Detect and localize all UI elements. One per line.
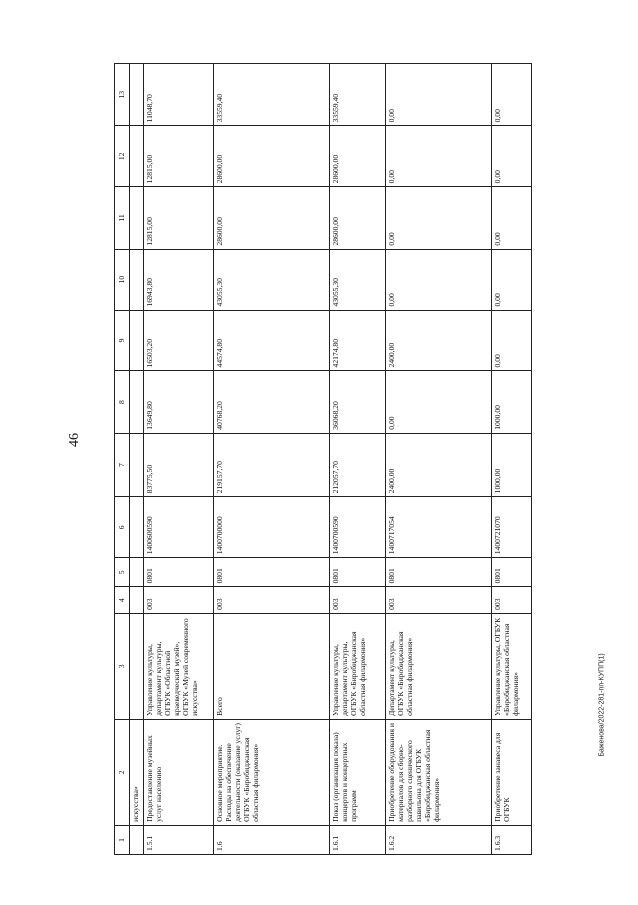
- table-cell: 0801: [144, 558, 214, 587]
- table-row: [330, 64, 386, 855]
- table-cell: Управление культуры, департамент культуры, ОГБУК «Биробиджанская областная филармония»: [330, 613, 386, 719]
- table-cell: 1400600590: [144, 497, 214, 558]
- table-cell: 28600,00: [330, 187, 386, 249]
- table-header-row: [115, 64, 130, 855]
- table-cell: 003: [492, 587, 532, 613]
- table-cell: [130, 433, 144, 497]
- column-header: 10: [115, 249, 130, 310]
- table-row: [130, 64, 144, 855]
- table-cell: 0,00: [492, 64, 532, 126]
- table-cell: [130, 126, 144, 187]
- table-row: [492, 64, 532, 855]
- table-cell: Предоставление музейных услуг населению: [144, 719, 214, 825]
- table-cell: 0801: [330, 558, 386, 587]
- column-header: 5: [115, 558, 130, 587]
- column-header: 12: [115, 126, 130, 187]
- table-cell: [130, 371, 144, 433]
- table-cell: [130, 310, 144, 371]
- table-cell: 0801: [214, 558, 330, 587]
- table-cell: 1000,00: [492, 433, 532, 497]
- table-cell: 42174,80: [330, 310, 386, 371]
- footer-mark-text: Баженова/2022-281-пп-КУПП(1): [598, 653, 606, 757]
- table-cell: [130, 587, 144, 613]
- column-header: 1: [115, 825, 130, 854]
- table-cell: 003: [214, 587, 330, 613]
- column-header: 7: [115, 433, 130, 497]
- table-cell: 33559,40: [214, 64, 330, 126]
- table-cell: 1.5.1: [144, 825, 214, 854]
- table-cell: 1400700000: [214, 497, 330, 558]
- table-cell: 1000,00: [492, 371, 532, 433]
- table-cell: 1.6: [214, 825, 330, 854]
- table-row: [214, 64, 330, 855]
- table-cell: 28600,00: [214, 126, 330, 187]
- column-header: 4: [115, 587, 130, 613]
- table-cell: 40768,20: [214, 371, 330, 433]
- table-cell: 16503,20: [144, 310, 214, 371]
- table-cell: Всего: [214, 613, 330, 719]
- budget-table: [114, 63, 532, 855]
- table-cell: 212057,70: [330, 433, 386, 497]
- table-cell: 0,00: [492, 187, 532, 249]
- table-cell: 1400721070: [492, 497, 532, 558]
- table-cell: [130, 497, 144, 558]
- table-cell: 0,00: [492, 310, 532, 371]
- table-cell: 003: [144, 587, 214, 613]
- table-cell: [130, 249, 144, 310]
- table-cell: 003: [330, 587, 386, 613]
- table-row: [386, 64, 492, 855]
- column-header: 3: [115, 613, 130, 719]
- table-cell: 12815,00: [144, 187, 214, 249]
- table-cell: 1.6.2: [386, 825, 492, 854]
- table-cell: [130, 64, 144, 126]
- table-cell: Управление культуры, департамент культуры, ОГБУК «Областной краеведческий музей», ОГБУК «Музей современного искусства»: [144, 613, 214, 719]
- table-cell: Приобретение занавеса для ОГБУК: [492, 719, 532, 825]
- table-cell: 12815,00: [144, 126, 214, 187]
- table-cell: 0,00: [386, 371, 492, 433]
- table-cell: 2400,00: [386, 433, 492, 497]
- column-header: 8: [115, 371, 130, 433]
- table-row: [144, 64, 214, 855]
- column-header: 2: [115, 719, 130, 825]
- table-cell: 43055,30: [330, 249, 386, 310]
- table-cell: 0801: [386, 558, 492, 587]
- table-cell: 28600,00: [214, 187, 330, 249]
- table-cell: 28600,00: [330, 126, 386, 187]
- table-cell: [130, 187, 144, 249]
- table-cell: 0,00: [492, 126, 532, 187]
- table-cell: [130, 558, 144, 587]
- table-cell: 0801: [492, 558, 532, 587]
- table-cell: 0,00: [386, 249, 492, 310]
- table-cell: 83775,50: [144, 433, 214, 497]
- table-container: [114, 63, 520, 855]
- table-cell: 11048,70: [144, 64, 214, 126]
- table-cell: 0,00: [386, 187, 492, 249]
- page-number-text: 46: [67, 433, 82, 447]
- table-cell: Приобретение оборудования и материалов для сборно-разборного сценического павильона для ОГБУК «Биробиджанская областная филармония»: [386, 719, 492, 825]
- table-cell: Основное мероприятие. Расходы на обеспечение деятельности (оказание услуг) ОГБУК «Биробиджанская областная филармония»: [214, 719, 330, 825]
- table-cell: Департамент культуры, ОГБУК «Биробиджанская областная филармония»: [386, 613, 492, 719]
- table-cell: 003: [386, 587, 492, 613]
- table-cell: 36068,20: [330, 371, 386, 433]
- column-header: 13: [115, 64, 130, 126]
- table-cell: Управление культуры, ОГБУК «Биробиджанская областная филармония»: [492, 613, 532, 719]
- table-cell: 0,00: [386, 126, 492, 187]
- table-cell: Показ (организация показа) концертов и концертных программ: [330, 719, 386, 825]
- table-cell: [130, 825, 144, 854]
- page-number: [60, 420, 90, 460]
- table-cell: 43055,30: [214, 249, 330, 310]
- table-cell: искусства»: [130, 719, 144, 825]
- table-cell: 1.6.1: [330, 825, 386, 854]
- column-header: 11: [115, 187, 130, 249]
- document-footer-mark: [594, 605, 610, 805]
- table-cell: 16943,80: [144, 249, 214, 310]
- rotated-table-frame: [114, 63, 520, 855]
- table-cell: 219157,70: [214, 433, 330, 497]
- column-header: 9: [115, 310, 130, 371]
- table-cell: 44574,80: [214, 310, 330, 371]
- table-cell: 2400,00: [386, 310, 492, 371]
- table-cell: [130, 613, 144, 719]
- column-header: 6: [115, 497, 130, 558]
- table-cell: 1.6.3: [492, 825, 532, 854]
- table-cell: 1400717054: [386, 497, 492, 558]
- table-cell: 33559,40: [330, 64, 386, 126]
- table-cell: 0,00: [492, 249, 532, 310]
- table-cell: 13649,80: [144, 371, 214, 433]
- table-cell: 0,00: [386, 64, 492, 126]
- table-cell: 1400700590: [330, 497, 386, 558]
